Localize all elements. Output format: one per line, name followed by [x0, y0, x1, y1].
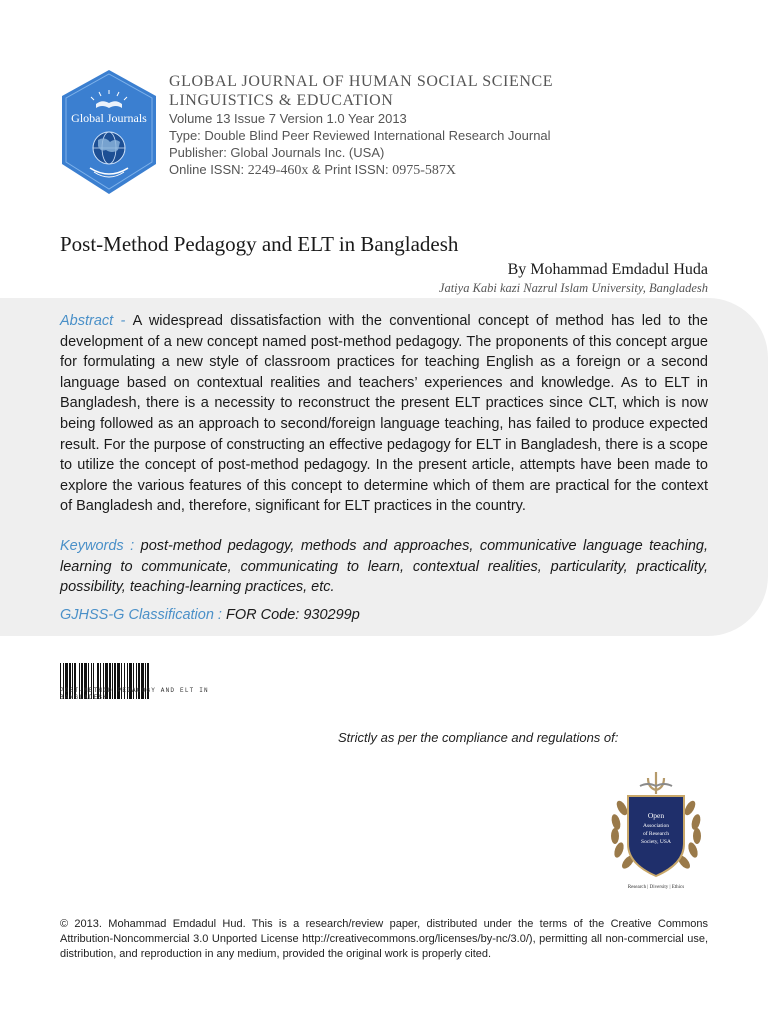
globe-icon: [93, 132, 125, 164]
abstract-text: A widespread dissatisfaction with the conventional concept of method has led to the development of a new concept named post-method pedagogy. The proponents of this concept argue for formulating a new style of classroom practices for teaching English as a foreign or a second language based on contextual realities and teachers’ experiences and knowledge. As to ELT in Bangladesh, there is a necessity to reconstruct the present ELT practices since CLT, which is now being followed as an approach to second/foreign language teaching, has failed to produce expected result. For the purpose of constructing an effective pedagogy for ELT in Bangladesh, there is a scope to utilize the concept of post-method pedagogy. In the present article, attempts have been made to explore the various features of this concept to determine which of them are practical for the context of Bangladesh and, therefore, significant for ELT practices in the country.: [60, 313, 709, 515]
emblem-tagline: Research | Diversity | Ethics: [627, 885, 685, 890]
classification-label: GJHSS-G Classification :: [60, 607, 226, 623]
publisher-line: Publisher: Global Journals Inc. (USA): [169, 145, 385, 160]
paper-title: Post-Method Pedagogy and ELT in Bangladesh: [60, 232, 459, 256]
keywords: [60, 536, 708, 598]
classification-text: FOR Code: 930299p: [226, 607, 360, 623]
online-issn-label: Online ISSN:: [169, 162, 248, 177]
issn-line: [169, 161, 729, 179]
emblem-line3: of Research: [642, 831, 670, 837]
logo-text: Global Journals: [71, 111, 147, 125]
keywords-text: post-method pedagogy, methods and approaches, communicative language teaching, learning to communicate, communicating to learn, contextual realities, particularity, practicality, possibility, teaching-learning practices, etc.: [60, 538, 709, 596]
journal-header: [169, 72, 729, 179]
author-name: By Mohammad Emdadul Huda: [507, 261, 708, 278]
emblem-line1: Open: [647, 811, 665, 820]
keywords-label: Keywords :: [60, 538, 141, 554]
print-issn-label: & Print ISSN:: [308, 162, 393, 177]
journal-subtitle: LINGUISTICS & EDUCATION: [169, 92, 394, 109]
abstract-label: Abstract -: [60, 313, 133, 329]
journal-title: GLOBAL JOURNAL OF HUMAN SOCIAL SCIENCE: [169, 73, 554, 90]
abstract: [60, 311, 708, 517]
global-journals-logo: [60, 68, 158, 196]
author-affiliation: Jatiya Kabi kazi Nazrul Islam University, Bangladesh: [438, 281, 708, 295]
trident-icon: [640, 772, 672, 794]
volume-line: Volume 13 Issue 7 Version 1.0 Year 2013: [169, 111, 407, 126]
type-line: Type: Double Blind Peer Reviewed International Research Journal: [169, 128, 551, 143]
barcode-caption: POST-METHOD PEDAGOGY AND ELT IN BANGLADESH: [60, 687, 209, 701]
print-issn: 0975-587X: [392, 163, 457, 178]
emblem-line4: Society, USA: [641, 839, 671, 845]
compliance-note: Strictly as per the compliance and regulations of:: [338, 730, 619, 745]
classification: [60, 607, 360, 623]
license-footer: © 2013. Mohammad Emdadul Hud. This is a research/review paper, distributed under the terms of the Creative Commons Attribution-Noncommercial 3.0 Unported License http://creativecommons.org/licenses/by-nc/3.0/), permitting all non-commercial use, distribution, and reproduction in any medium, provided the original work is properly cited.: [60, 918, 708, 960]
emblem-line2: Association: [643, 823, 669, 829]
online-issn: 2249-460x: [247, 163, 309, 178]
open-association-emblem: [604, 768, 708, 892]
